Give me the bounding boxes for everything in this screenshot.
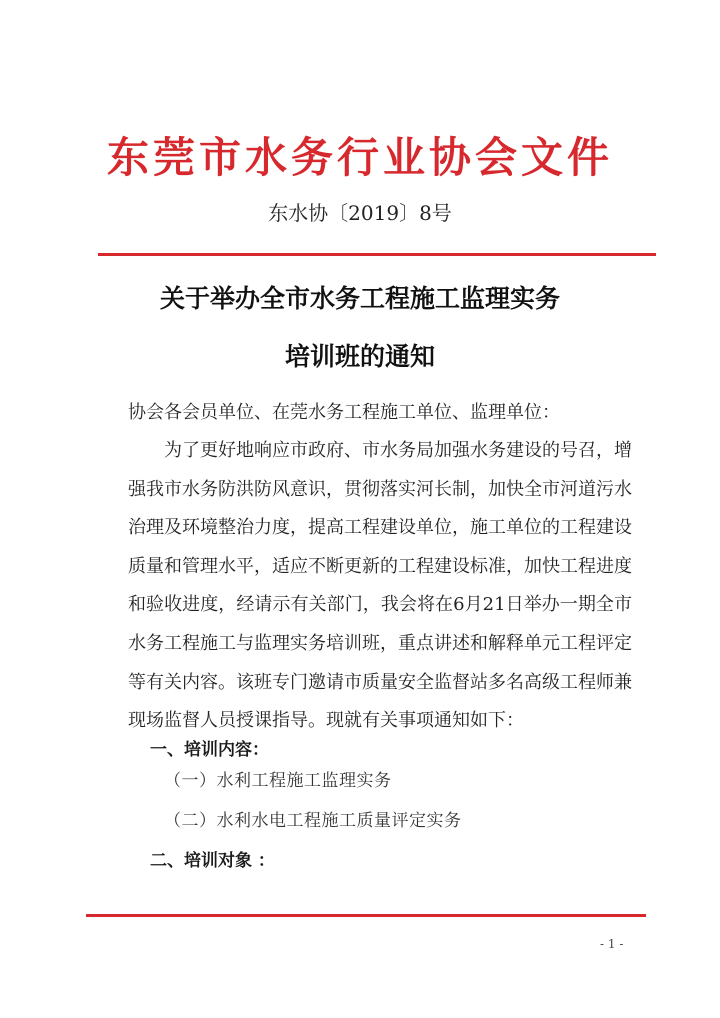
document-masthead: 东莞市水务行业协会文件 xyxy=(106,133,613,182)
notice-title-line-1: 关于举办全市水务工程施工监理实务 xyxy=(159,284,560,313)
section-heading-training-target: 二、培训对象 ： xyxy=(150,851,275,871)
salutation: 协会各会员单位、在莞水务工程施工单位、监理单位： xyxy=(128,402,560,423)
section-item: （二）水利水电工程施工质量评定实务 xyxy=(164,811,462,831)
document-number: 东水协〔2019〕8号 xyxy=(268,201,452,225)
section-item: （一）水利工程施工监理实务 xyxy=(164,771,392,791)
section-heading-training-content: 一、培训内容： xyxy=(150,740,269,760)
body-paragraph: 为了更好地响应市政府、市水务局加强水务建设的号召，增强我市水务防洪防风意识，贯彻落实河长制，加快全市河道污水治理及环境整治力度，提高工程建设单位，施工单位的工程建设质量和管理水平，适应不断更新的工程建设标准，加快工程进度和验收进度，经请示有关部门，我会将在6月21日举办一期全市水务工程施工与监理实务培训班，重点讲述和解释单元工程评定等有关内容。该班专门邀请市质量安全监督站多名高级工程师兼现场监督人员授课指导。现就有关事项通知如下： xyxy=(128,440,632,732)
notice-title-line-2: 培训班的通知 xyxy=(284,342,435,371)
footer-divider xyxy=(86,914,646,917)
page-number: - 1 - xyxy=(600,937,624,951)
header-divider xyxy=(98,253,656,256)
